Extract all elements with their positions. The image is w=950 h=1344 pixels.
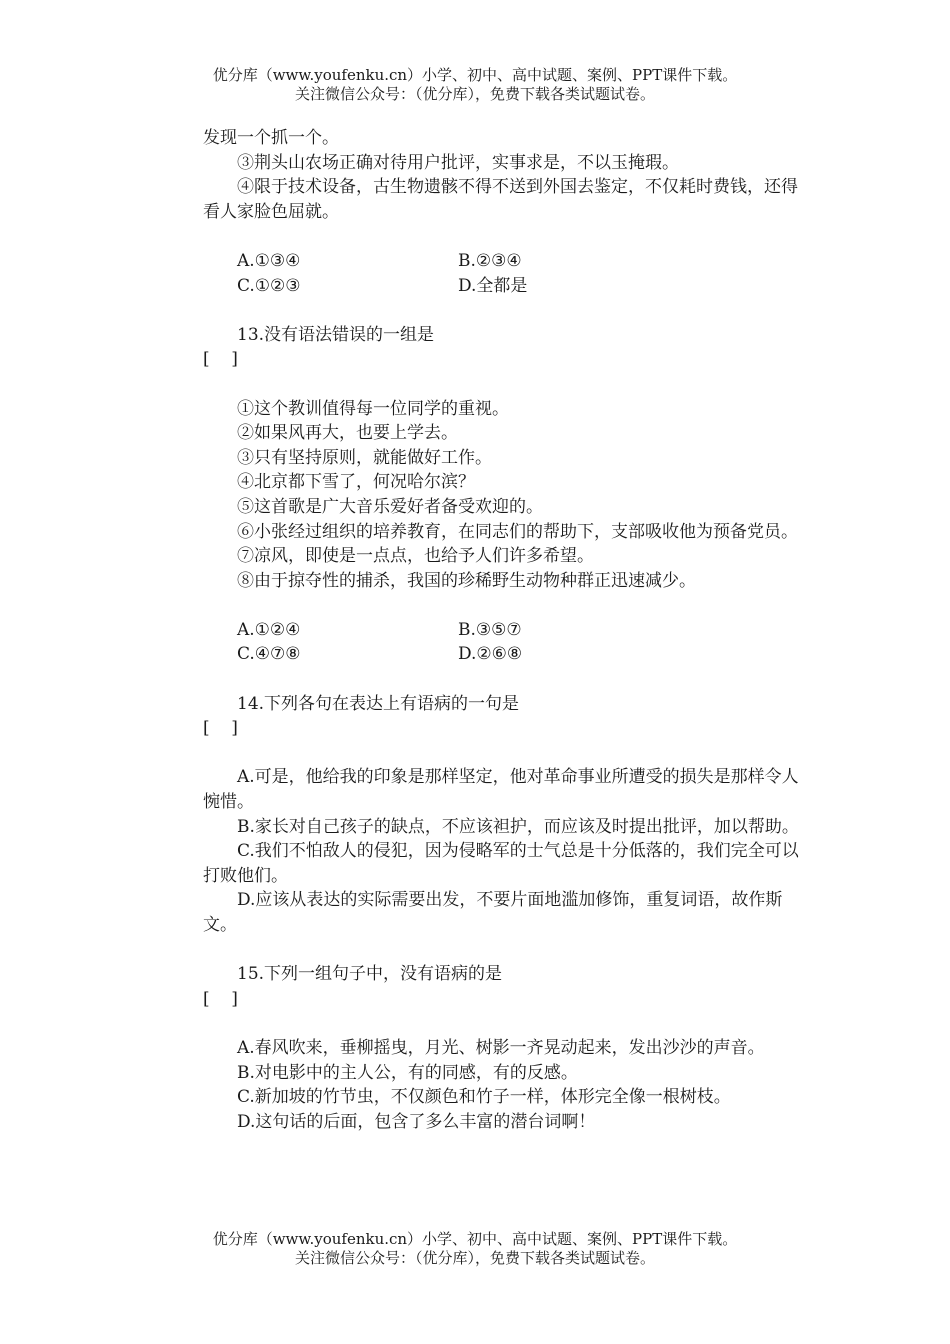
q15-option-a: A.春风吹来，垂柳摇曳，月光、树影一齐晃动起来，发出沙沙的声音。 — [237, 1037, 765, 1058]
q15-option-b: B.对电影中的主人公，有的同感，有的反感。 — [237, 1062, 578, 1083]
q12-sentence-3: ③荆头山农场正确对待用户批评，实事求是，不以玉掩瑕。 — [237, 152, 679, 173]
q12-option-b: B.②③④ — [458, 250, 522, 271]
q13-answer-bracket: [ ] — [203, 349, 238, 370]
q13-sentence-5: ⑤这首歌是广大音乐爱好者备受欢迎的。 — [237, 496, 543, 517]
q13-sentence-6: ⑥小张经过组织的培养教育，在同志们的帮助下，支部吸收他为预备党员。 — [237, 521, 798, 542]
q15-option-d: D.这句话的后面，包含了多么丰富的潜台词啊！ — [237, 1111, 596, 1132]
q13-sentence-7: ⑦凉风，即使是一点点，也给予人们许多希望。 — [237, 546, 594, 567]
q12-continuation: 发现一个抓一个。 — [203, 128, 339, 148]
page-header — [0, 66, 950, 104]
q13-sentence-4: ④北京都下雪了，何况哈尔滨？ — [237, 472, 475, 493]
q13-options — [203, 618, 803, 667]
q15-answer-bracket: [ ] — [203, 988, 238, 1009]
q13-title: 13.没有语法错误的一组是 — [237, 324, 435, 345]
q14-answer-bracket: [ ] — [203, 718, 238, 739]
footer-line-1: 优分库（www.youfenku.cn）小学、初中、高中试题、案例、PPT课件下载。 — [212, 1230, 738, 1248]
q13-option-d: D.②⑥⑧ — [458, 644, 523, 665]
q14-option-a: A.可是，他给我的印象是那样坚定，他对革命事业所遭受的损失是那样令人惋惜。 — [203, 767, 799, 813]
q14-title: 14.下列各句在表达上有语病的一句是 — [237, 693, 520, 714]
q12-option-d: D.全都是 — [458, 275, 528, 296]
header-line-2: 关注微信公众号：（优分库），免费下载各类试题试卷。 — [294, 85, 655, 103]
q12-options — [203, 249, 803, 298]
q14-option-b: B.家长对自己孩子的缺点，不应该袒护，而应该及时提出批评，加以帮助。 — [237, 816, 799, 837]
q13-sentence-1: ①这个教训值得每一位同学的重视。 — [237, 398, 509, 419]
q13-sentence-2: ②如果风再大，也要上学去。 — [237, 423, 458, 444]
q15-option-c: C.新加坡的竹节虫，不仅颜色和竹子一样，体形完全像一根树枝。 — [237, 1087, 731, 1108]
q15-title: 15.下列一组句子中，没有语病的是 — [237, 964, 503, 985]
document-body — [203, 126, 803, 1134]
q14-option-d: D.应该从表达的实际需要出发，不要片面地滥加修饰，重复词语，故作斯文。 — [203, 890, 783, 935]
q13-sentence-8: ⑧由于掠夺性的捕杀，我国的珍稀野生动物种群正迅速减少。 — [237, 570, 696, 591]
q12-sentence-4: ④限于技术设备，古生物遗骸不得不送到外国去鉴定，不仅耗时费钱，还得看人家脸色屈就。 — [203, 177, 798, 222]
q12-option-a: A.①③④ — [237, 250, 301, 271]
page-footer — [0, 1230, 950, 1268]
q13-option-c: C.④⑦⑧ — [237, 644, 301, 665]
footer-line-2: 关注微信公众号：（优分库），免费下载各类试题试卷。 — [294, 1249, 655, 1267]
q12-option-c: C.①②③ — [237, 275, 301, 296]
header-line-1: 优分库（www.youfenku.cn）小学、初中、高中试题、案例、PPT课件下载。 — [212, 66, 738, 84]
q14-option-c: C.我们不怕敌人的侵犯，因为侵略军的士气总是十分低落的，我们完全可以打败他们。 — [203, 841, 799, 886]
q13-sentence-3: ③只有坚持原则，就能做好工作。 — [237, 447, 492, 468]
q13-option-a: A.①②④ — [237, 619, 301, 640]
q13-option-b: B.③⑤⑦ — [458, 619, 522, 640]
